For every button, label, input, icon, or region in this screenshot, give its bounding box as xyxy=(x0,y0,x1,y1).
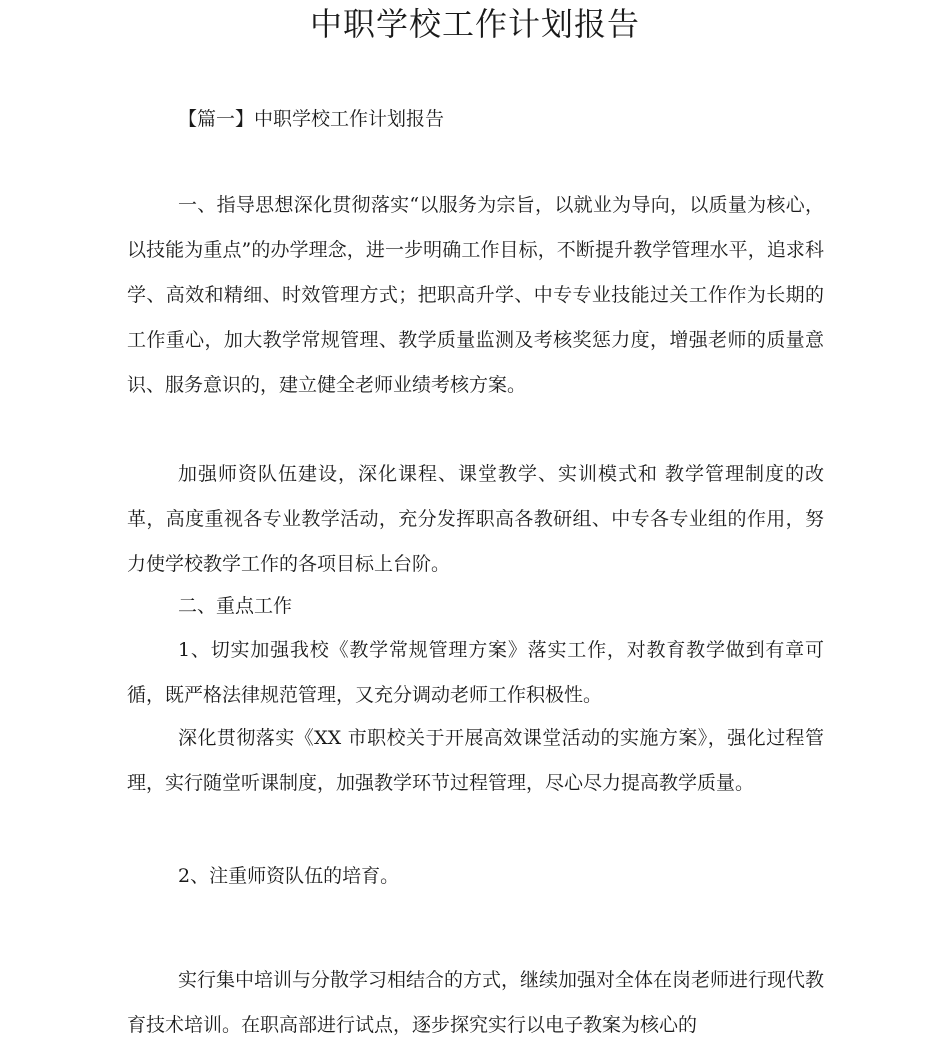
paragraph-item-2: 2、注重师资队伍的培育。 xyxy=(178,865,400,887)
paragraph-efficient-classroom: 深化贯彻落实《XX 市职校关于开展高效课堂活动的实施方案》，强化过程管理，实行随堂听课制度，加强教学环节过程管理，尽心尽力提高教学质量。 xyxy=(127,727,824,794)
paragraph-training: 实行集中培训与分散学习相结合的方式，继续加强对全体在岗老师进行现代教育技术培训。在职高部进行试点，逐步探究实行以电子教案为核心的 xyxy=(127,969,825,1036)
paragraph-item-1: 1、切实加强我校《教学常规管理方案》落实工作，对教育教学做到有章可循，既严格法律规范管理，又充分调动老师工作积极性。 xyxy=(127,639,824,706)
heading-key-work: 二、重点工作 xyxy=(178,595,293,617)
paragraph-teacher-team: 加强师资队伍建设，深化课程、课堂教学、实训模式和 教学管理制度的改革，高度重视各专业教学活动，充分发挥职高各教研组、中专各专业组的作用，努力使学校教学工作的各项目标上台阶。 xyxy=(127,463,824,575)
section-heading: 【篇一】中职学校工作计划报告 xyxy=(178,108,445,130)
document-title: 中职学校工作计划报告 xyxy=(309,5,640,43)
paragraph-guiding-ideology: 一、指导思想深化贯彻落实“以服务为宗旨，以就业为导向，以质量为核心，以技能为重点”的办学理念，进一步明确工作目标，不断提升教学管理水平，追求科学、高效和精细、时效管理方式；把职高升学、中专专业技能过关工作作为长期的工作重心，加大教学常规管理、教学质量监测及考核奖惩力度，增强老师的质量意识、服务意识的，建立健全老师业绩考核方案。 xyxy=(127,194,824,396)
